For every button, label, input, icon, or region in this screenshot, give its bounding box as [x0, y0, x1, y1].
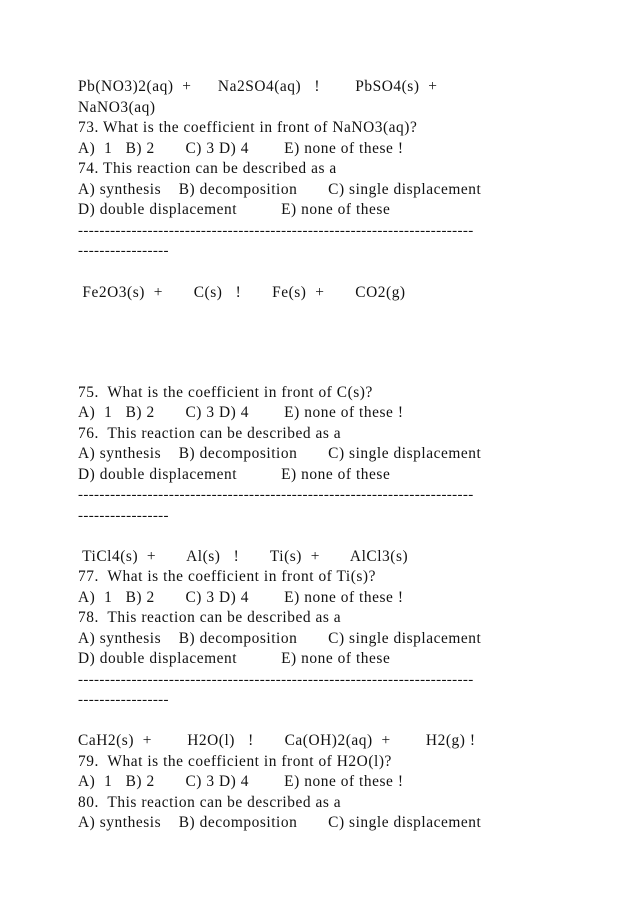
question-76-options-2: D) double displacement E) none of these — [78, 466, 391, 483]
question-80-options-1: A) synthesis B) decomposition C) single displacement — [78, 814, 482, 831]
question-79: 79. What is the coefficient in front of H2O(l)? — [78, 753, 392, 770]
question-77: 77. What is the coefficient in front of Ti(s)? — [78, 568, 376, 585]
question-73-options: A) 1 B) 2 C) 3 D) 4 E) none of these ! — [78, 140, 404, 157]
question-79-options: A) 1 B) 2 C) 3 D) 4 E) none of these ! — [78, 773, 404, 790]
equation-75: Fe2O3(s) + C(s) ! Fe(s) + CO2(g) — [78, 284, 406, 301]
separator-line: -------------------------------------------------------------------------- — [78, 672, 474, 688]
separator-line-tail: ----------------- — [78, 508, 169, 524]
question-74: 74. This reaction can be described as a — [78, 160, 337, 177]
question-78-options-1: A) synthesis B) decomposition C) single displacement — [78, 630, 482, 647]
question-76-options-1: A) synthesis B) decomposition C) single displacement — [78, 445, 482, 462]
question-77-options: A) 1 B) 2 C) 3 D) 4 E) none of these ! — [78, 589, 404, 606]
separator-line: -------------------------------------------------------------------------- — [78, 223, 474, 239]
question-80: 80. This reaction can be described as a — [78, 794, 342, 811]
question-74-options-2: D) double displacement E) none of these — [78, 201, 391, 218]
question-78: 78. This reaction can be described as a — [78, 609, 342, 626]
separator-line-tail: ----------------- — [78, 692, 169, 708]
equation-73-continuation: NaNO3(aq) — [78, 99, 156, 116]
separator-line: -------------------------------------------------------------------------- — [78, 487, 474, 503]
question-78-options-2: D) double displacement E) none of these — [78, 650, 391, 667]
equation-79: CaH2(s) + H2O(l) ! Ca(OH)2(aq) + H2(g) ! — [78, 732, 476, 749]
equation-77: TiCl4(s) + Al(s) ! Ti(s) + AlCl3(s) — [78, 548, 409, 565]
question-73: 73. What is the coefficient in front of NaNO3(aq)? — [78, 119, 418, 136]
separator-line-tail: ----------------- — [78, 243, 169, 259]
question-74-options-1: A) synthesis B) decomposition C) single displacement — [78, 181, 482, 198]
question-75: 75. What is the coefficient in front of C(s)? — [78, 384, 373, 401]
question-75-options: A) 1 B) 2 C) 3 D) 4 E) none of these ! — [78, 404, 404, 421]
equation-73: Pb(NO3)2(aq) + Na2SO4(aq) ! PbSO4(s) + — [78, 78, 438, 95]
question-76: 76. This reaction can be described as a — [78, 425, 342, 442]
